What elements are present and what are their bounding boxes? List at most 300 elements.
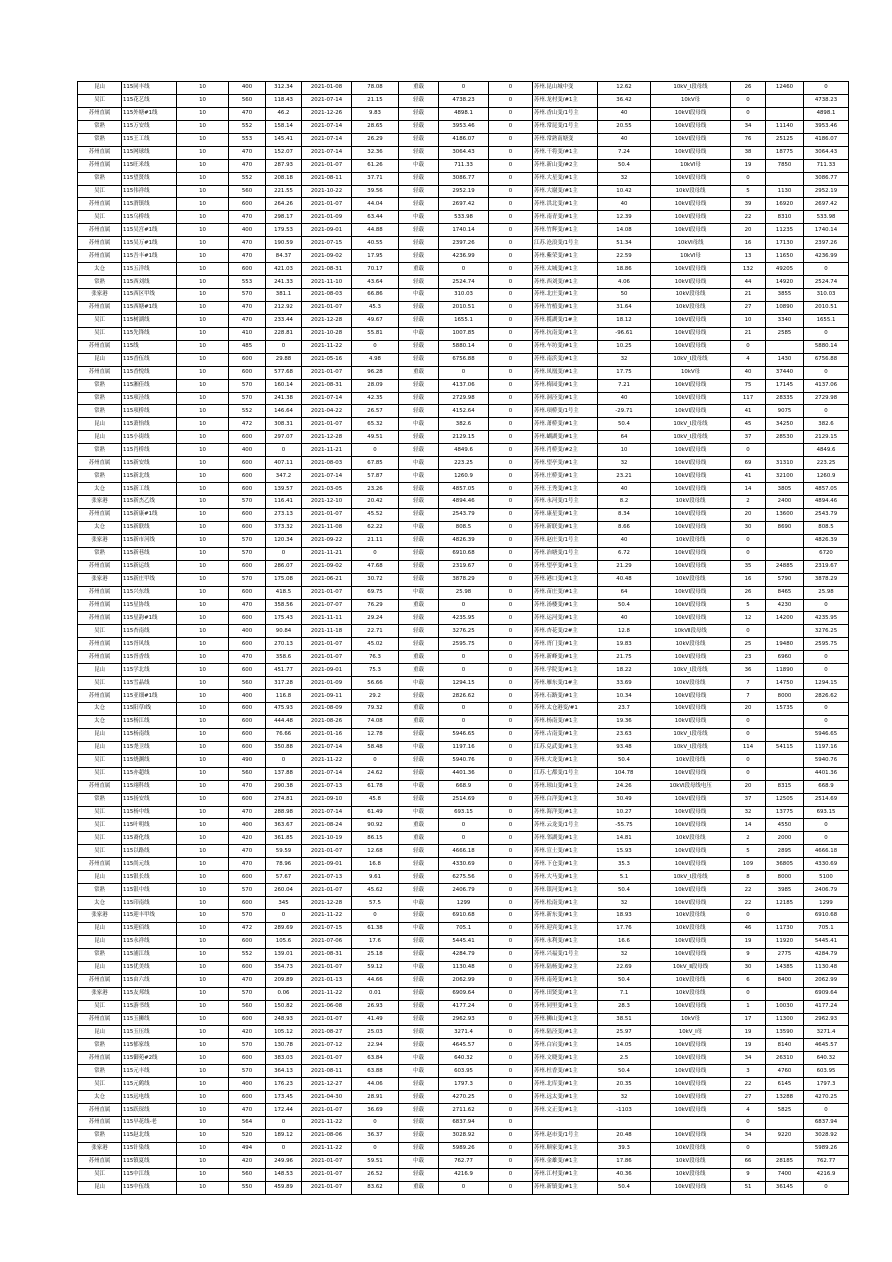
table-cell: 中载 <box>399 741 439 754</box>
table-cell: 553 <box>229 276 266 289</box>
table-cell: 36 <box>731 664 766 677</box>
table-cell: 600 <box>229 457 266 470</box>
table-cell: 2021-07-14 <box>302 470 352 483</box>
table-cell: 4645.57 <box>804 1039 849 1052</box>
table-cell: 105.6 <box>266 935 302 948</box>
table-cell: 0 <box>489 172 533 185</box>
table-cell: 10kV段母线 <box>651 1142 731 1155</box>
table-row <box>78 496 849 509</box>
table-cell: 115学北线 <box>122 664 177 677</box>
table-cell: 苏州直属 <box>78 146 122 159</box>
table-cell: 0 <box>489 560 533 573</box>
table-cell: 4235.95 <box>439 612 489 625</box>
table-cell: 吴江 <box>78 1000 122 1013</box>
table-cell: 10kV段母线 <box>651 754 731 767</box>
table-cell: 10kVⅠ段母线 <box>651 405 731 418</box>
table-cell: 苏州.运河变/#1主 <box>533 612 598 625</box>
table-cell: 16 <box>731 237 766 250</box>
table-cell: 600 <box>229 586 266 599</box>
table-cell: 22 <box>731 211 766 224</box>
table-cell: 1260.9 <box>804 470 849 483</box>
table-cell: 2021-08-26 <box>302 715 352 728</box>
table-cell: 26.93 <box>352 1000 399 1013</box>
table-cell: 3985 <box>766 884 804 897</box>
table-cell: 115线 <box>122 340 177 353</box>
table-cell: 17145 <box>766 379 804 392</box>
table-cell: 10kVⅠ段母线 <box>651 224 731 237</box>
table-cell: 23.26 <box>352 483 399 496</box>
table-row <box>78 1013 849 1026</box>
table-row <box>78 483 849 496</box>
table-cell: 50.4 <box>598 418 651 431</box>
table-cell: 25.97 <box>598 1026 651 1039</box>
table-cell: 苏州.永利变/#1主 <box>533 935 598 948</box>
table-cell: 5445.41 <box>439 935 489 948</box>
table-cell: 0 <box>489 1168 533 1181</box>
table-cell: 2021-08-24 <box>302 819 352 832</box>
table-cell: 115迎佰线 <box>122 922 177 935</box>
table-cell: 轻载 <box>399 1091 439 1104</box>
table-cell: 11140 <box>766 120 804 133</box>
table-cell: 0 <box>731 172 766 185</box>
table-cell: 570 <box>229 987 266 1000</box>
table-cell: 363.67 <box>266 819 302 832</box>
table-cell: 2021-11-22 <box>302 340 352 353</box>
table-cell: 3855 <box>766 289 804 302</box>
table-cell: 苏州.白洋变/#1主 <box>533 793 598 806</box>
table-cell: 470 <box>229 211 266 224</box>
table-cell: 苏州.狮山变/#1主 <box>533 1013 598 1026</box>
table-cell: 47.68 <box>352 560 399 573</box>
table-row <box>78 703 849 716</box>
table-row <box>78 819 849 832</box>
table-cell: 146.64 <box>266 405 302 418</box>
table-cell: 20 <box>731 780 766 793</box>
table-cell: 10 <box>177 107 229 120</box>
table-cell: 44.06 <box>352 1078 399 1091</box>
table-cell: 苏州.云龙变/1号主 <box>533 819 598 832</box>
table-cell: 2826.62 <box>439 690 489 703</box>
table-cell: 176.23 <box>266 1078 302 1091</box>
table-cell: 轻载 <box>399 560 439 573</box>
table-cell: 8000 <box>766 871 804 884</box>
table-cell: 太仓 <box>78 897 122 910</box>
table-cell: 23.63 <box>598 728 651 741</box>
table-cell: 8315 <box>766 780 804 793</box>
table-cell: 苏州直属 <box>78 1013 122 1026</box>
table-cell: 苏州.兴福变/1号主 <box>533 948 598 961</box>
table-cell: 0 <box>489 741 533 754</box>
table-cell: 10 <box>177 677 229 690</box>
table-cell: 55.81 <box>352 327 399 340</box>
table-cell: 0 <box>489 366 533 379</box>
table-cell: 0.01 <box>352 987 399 1000</box>
table-cell: 78.96 <box>266 858 302 871</box>
table-cell: 400 <box>229 82 266 95</box>
table-cell: 10 <box>177 741 229 754</box>
table-cell: 苏州直属 <box>78 586 122 599</box>
table-cell: 苏州直属 <box>78 107 122 120</box>
table-cell: 0 <box>439 1181 489 1194</box>
table-cell: 10 <box>177 1155 229 1168</box>
table-cell: 45.62 <box>352 884 399 897</box>
table-cell: 10 <box>177 1168 229 1181</box>
table-cell: 2319.67 <box>804 560 849 573</box>
table-cell: 600 <box>229 366 266 379</box>
table-cell: 233.44 <box>266 314 302 327</box>
table-cell: 208.18 <box>266 172 302 185</box>
table-cell: 10kVⅠ段母线 <box>651 146 731 159</box>
table-cell: 40 <box>598 483 651 496</box>
table-cell: 115杨中线 <box>122 806 177 819</box>
table-cell: 2010.51 <box>439 301 489 314</box>
table-cell: 2021-01-07 <box>302 159 352 172</box>
table-cell: 600 <box>229 263 266 276</box>
table-cell: 44.66 <box>352 974 399 987</box>
table-cell: 10kVⅠ段母线电压 <box>651 780 731 793</box>
table-cell: 115外塘#1线 <box>122 107 177 120</box>
table-cell: 24.62 <box>352 767 399 780</box>
table-cell: 2406.79 <box>439 884 489 897</box>
table-cell: 21.29 <box>598 560 651 573</box>
table-cell: 苏州直属 <box>78 858 122 871</box>
table-cell: 2021-07-14 <box>302 94 352 107</box>
table-cell: 4235.95 <box>804 612 849 625</box>
table-cell: 2021-12-28 <box>302 897 352 910</box>
table-cell: 10kVⅠ段母线 <box>651 1039 731 1052</box>
table-cell: 4236.99 <box>439 250 489 263</box>
table-cell: 2543.79 <box>804 508 849 521</box>
table-cell: 115尧卫线 <box>122 741 177 754</box>
table-cell: 228.81 <box>266 327 302 340</box>
table-cell: 0 <box>489 470 533 483</box>
table-cell: 2021-07-07 <box>302 599 352 612</box>
table-cell: 轻载 <box>399 405 439 418</box>
table-cell: 0 <box>489 845 533 858</box>
table-cell: 10 <box>177 987 229 1000</box>
table-cell: 115万安线 <box>122 120 177 133</box>
table-cell: 16920 <box>766 198 804 211</box>
table-row <box>78 457 849 470</box>
table-cell: 张家港 <box>78 496 122 509</box>
table-row <box>78 224 849 237</box>
table-row <box>78 612 849 625</box>
table-cell: 10kV段母线 <box>651 496 731 509</box>
table-cell: 0 <box>266 340 302 353</box>
table-cell: 40 <box>598 612 651 625</box>
table-cell: 10 <box>177 1129 229 1142</box>
table-cell: 苏州.松南变/#1主 <box>533 897 598 910</box>
table-cell: 115玉压线 <box>122 1026 177 1039</box>
table-cell: 4401.36 <box>804 767 849 780</box>
table-cell: 603.95 <box>439 1065 489 1078</box>
table-cell: 32 <box>598 457 651 470</box>
table-cell: 400 <box>229 444 266 457</box>
table-cell: 2021-08-03 <box>302 289 352 302</box>
table-cell: 49.67 <box>352 314 399 327</box>
table-cell: 38 <box>731 146 766 159</box>
table-cell: 600 <box>229 470 266 483</box>
table-cell: 10 <box>177 133 229 146</box>
table-cell: 10kVⅠ段母线 <box>651 897 731 910</box>
table-cell: 600 <box>229 961 266 974</box>
table-cell: 93.48 <box>598 741 651 754</box>
table-cell: 0 <box>489 547 533 560</box>
table-cell: 5940.76 <box>804 754 849 767</box>
table-cell: 2021-01-07 <box>302 1155 352 1168</box>
table-cell: 22.94 <box>352 1039 399 1052</box>
table-cell: 158.14 <box>266 120 302 133</box>
table-cell: 14.81 <box>598 832 651 845</box>
table-row <box>78 470 849 483</box>
table-cell: 0 <box>489 922 533 935</box>
table-cell: 173.45 <box>266 1091 302 1104</box>
table-cell: 10 <box>177 806 229 819</box>
table-row <box>78 82 849 95</box>
table-cell: 31310 <box>766 457 804 470</box>
table-cell: 8000 <box>766 690 804 703</box>
table-cell: 560 <box>229 1000 266 1013</box>
table-cell: 2021-09-11 <box>302 690 352 703</box>
table-cell: 中载 <box>399 897 439 910</box>
table-cell: 苏州.杜香变/#1主 <box>533 1065 598 1078</box>
table-cell: 10 <box>177 703 229 716</box>
table-cell: 0 <box>352 444 399 457</box>
table-cell: 2021-11-22 <box>302 1117 352 1130</box>
table-cell: 74.08 <box>352 715 399 728</box>
table-cell: 苏州.新峰变/#1主 <box>533 651 598 664</box>
table-cell: 10kVⅠ段母线 <box>651 327 731 340</box>
table-cell: 江苏.沧浪变/1号主 <box>533 237 598 250</box>
table-cell: 0 <box>489 289 533 302</box>
table-cell: 8.2 <box>598 496 651 509</box>
table-cell: 59.51 <box>352 1155 399 1168</box>
table-cell: 4849.6 <box>439 444 489 457</box>
table-cell: 115远电线 <box>122 1091 177 1104</box>
table-row <box>78 237 849 250</box>
table-cell: 50.4 <box>598 599 651 612</box>
table-cell: 苏州直属 <box>78 1117 122 1130</box>
table-cell <box>766 754 804 767</box>
table-row <box>78 340 849 353</box>
table-cell: 1 <box>731 1000 766 1013</box>
table-row <box>78 418 849 431</box>
table-cell: 115同丰线 <box>122 82 177 95</box>
table-cell: 苏州.肖桥变/#2主 <box>533 444 598 457</box>
table-cell: 苏州直属 <box>78 1052 122 1065</box>
table-cell: 0 <box>489 211 533 224</box>
table-cell: 2021-06-08 <box>302 1000 352 1013</box>
table-cell: 15.93 <box>598 845 651 858</box>
table-cell: 470 <box>229 858 266 871</box>
table-cell: 115乌桥线 <box>122 211 177 224</box>
table-cell: 10kVⅠ段母线 <box>651 703 731 716</box>
table-cell: 603.95 <box>804 1065 849 1078</box>
table-cell: 2021-01-08 <box>302 82 352 95</box>
table-cell: 64 <box>598 431 651 444</box>
table-cell: 115新市河线 <box>122 534 177 547</box>
table-cell: 115王工线 <box>122 133 177 146</box>
table-cell: 0 <box>804 327 849 340</box>
table-cell: 10kV段母线 <box>651 974 731 987</box>
table-cell: 400 <box>229 224 266 237</box>
table-cell: 苏州直属 <box>78 974 122 987</box>
table-cell: 0 <box>804 599 849 612</box>
table-cell: 19480 <box>766 638 804 651</box>
table-cell: 560 <box>229 677 266 690</box>
table-cell: 0 <box>489 94 533 107</box>
table-cell: 10kVⅠ段母线 <box>651 586 731 599</box>
table-cell: 苏州.远太变/#1主 <box>533 1091 598 1104</box>
table-cell: 0 <box>439 82 489 95</box>
table-cell: 115玉狮线 <box>122 1013 177 1026</box>
table-row <box>78 741 849 754</box>
table-cell: 苏州.竹辉变/#1主 <box>533 224 598 237</box>
table-cell: 172.44 <box>266 1104 302 1117</box>
table-cell: 21.15 <box>352 94 399 107</box>
table-cell: 19 <box>731 159 766 172</box>
table-cell: 115新运线 <box>122 560 177 573</box>
table-cell: 10kVⅠ段母线 <box>651 547 731 560</box>
table-cell: 45.52 <box>352 508 399 521</box>
table-cell: 苏州.新山变/#2主 <box>533 159 598 172</box>
table-cell: 2895 <box>766 845 804 858</box>
table-cell: 4898.1 <box>439 107 489 120</box>
table-cell: 37 <box>731 431 766 444</box>
table-cell: 8310 <box>766 211 804 224</box>
table-cell: 0 <box>439 832 489 845</box>
table-cell: 32 <box>598 353 651 366</box>
table-cell: 中载 <box>399 1052 439 1065</box>
table-cell <box>766 172 804 185</box>
table-cell: 重载 <box>399 366 439 379</box>
table-cell: 10kV段母线 <box>651 1168 731 1181</box>
table-cell: 苏州.新东变/#1主 <box>533 910 598 923</box>
table-cell: 2021-06-21 <box>302 573 352 586</box>
table-cell: 0 <box>489 340 533 353</box>
table-cell: 470 <box>229 974 266 987</box>
table-cell: 轻载 <box>399 935 439 948</box>
table-cell: 20 <box>731 508 766 521</box>
table-cell: 57.67 <box>266 871 302 884</box>
table-cell: 2021-09-22 <box>302 534 352 547</box>
table-cell: 0 <box>489 1142 533 1155</box>
table-cell: 115萧怡线 <box>122 418 177 431</box>
table-cell: 轻载 <box>399 948 439 961</box>
table-cell: 32.36 <box>352 146 399 159</box>
table-cell: 0 <box>439 715 489 728</box>
table-row <box>78 133 849 146</box>
table-cell: 57.5 <box>352 897 399 910</box>
table-cell: 2021-12-26 <box>302 107 352 120</box>
table-cell: 115赵北线 <box>122 1129 177 1142</box>
table-cell: 苏州.大龙变/#1主 <box>533 754 598 767</box>
table-cell: 0 <box>489 1155 533 1168</box>
table-cell: 轻载 <box>399 534 439 547</box>
table-cell: 16 <box>731 573 766 586</box>
table-cell: 40.48 <box>598 573 651 586</box>
table-cell: 2021-10-28 <box>302 327 352 340</box>
table-row <box>78 508 849 521</box>
table-row <box>78 1000 849 1013</box>
table-cell: 7850 <box>766 159 804 172</box>
table-cell: 130.78 <box>266 1039 302 1052</box>
table-cell: 江苏.七都变/1号主 <box>533 767 598 780</box>
table-cell: 1299 <box>439 897 489 910</box>
table-cell: 2021-09-02 <box>302 560 352 573</box>
table-cell: 重载 <box>399 82 439 95</box>
table-cell: 21.11 <box>352 534 399 547</box>
table-row <box>78 353 849 366</box>
table-cell: 2021-09-10 <box>302 793 352 806</box>
table-cell: 轻载 <box>399 224 439 237</box>
table-cell: 30 <box>731 961 766 974</box>
table-cell: 10kVⅠ段母线 <box>651 806 731 819</box>
table-cell: 昆山 <box>78 353 122 366</box>
table-cell: 8465 <box>766 586 804 599</box>
table-cell: 苏州.望亭变/#1主 <box>533 560 598 573</box>
table-cell: 0 <box>489 198 533 211</box>
table-cell: 重载 <box>399 715 439 728</box>
table-cell: 407.11 <box>266 457 302 470</box>
table-cell: 0 <box>489 987 533 1000</box>
table-cell: 24.26 <box>598 780 651 793</box>
table-cell: 20.42 <box>352 496 399 509</box>
table-cell: 0 <box>489 82 533 95</box>
table-cell: 51.34 <box>598 237 651 250</box>
table-cell: 26 <box>731 82 766 95</box>
table-cell: 4186.07 <box>804 133 849 146</box>
table-cell: 6.72 <box>598 547 651 560</box>
table-cell: 3878.29 <box>439 573 489 586</box>
table-cell: 209.89 <box>266 974 302 987</box>
table-cell: 轻载 <box>399 483 439 496</box>
table-cell: 轻载 <box>399 1078 439 1091</box>
table-cell: 昆山 <box>78 741 122 754</box>
table-cell: 10kVⅠ段母线 <box>651 444 731 457</box>
table-cell: 10kVⅠ段母线 <box>651 845 731 858</box>
table-cell: 苏州.萧桥变/#1主 <box>533 418 598 431</box>
table-row <box>78 301 849 314</box>
table-cell: 1797.3 <box>439 1078 489 1091</box>
table-cell: 0 <box>731 767 766 780</box>
table-cell <box>766 715 804 728</box>
table-cell: 苏州.邻湖变/#1主 <box>533 832 598 845</box>
table-cell: 76.3 <box>352 651 399 664</box>
table-cell: 0 <box>489 974 533 987</box>
table-cell: 苏州.陆泾变/#1主 <box>533 1026 598 1039</box>
table-cell: 2021-07-14 <box>302 120 352 133</box>
table-cell: 28335 <box>766 392 804 405</box>
table-row <box>78 392 849 405</box>
table-cell: 0 <box>731 1117 766 1130</box>
table-cell: 4760 <box>766 1065 804 1078</box>
table-cell: 358.6 <box>266 651 302 664</box>
table-cell: 711.33 <box>439 159 489 172</box>
table-cell: 中载 <box>399 521 439 534</box>
table-cell: 115肖桥线 <box>122 444 177 457</box>
table-cell: 1260.9 <box>439 470 489 483</box>
table-row <box>78 767 849 780</box>
table-cell: 421.03 <box>266 263 302 276</box>
table-cell: 115永祥线 <box>122 935 177 948</box>
table-cell: 6145 <box>766 1078 804 1091</box>
table-cell: 10 <box>177 340 229 353</box>
table-cell: 0 <box>489 250 533 263</box>
table-cell: 552 <box>229 172 266 185</box>
table-cell: 30 <box>731 521 766 534</box>
table-cell: 115吴宫#1线 <box>122 224 177 237</box>
